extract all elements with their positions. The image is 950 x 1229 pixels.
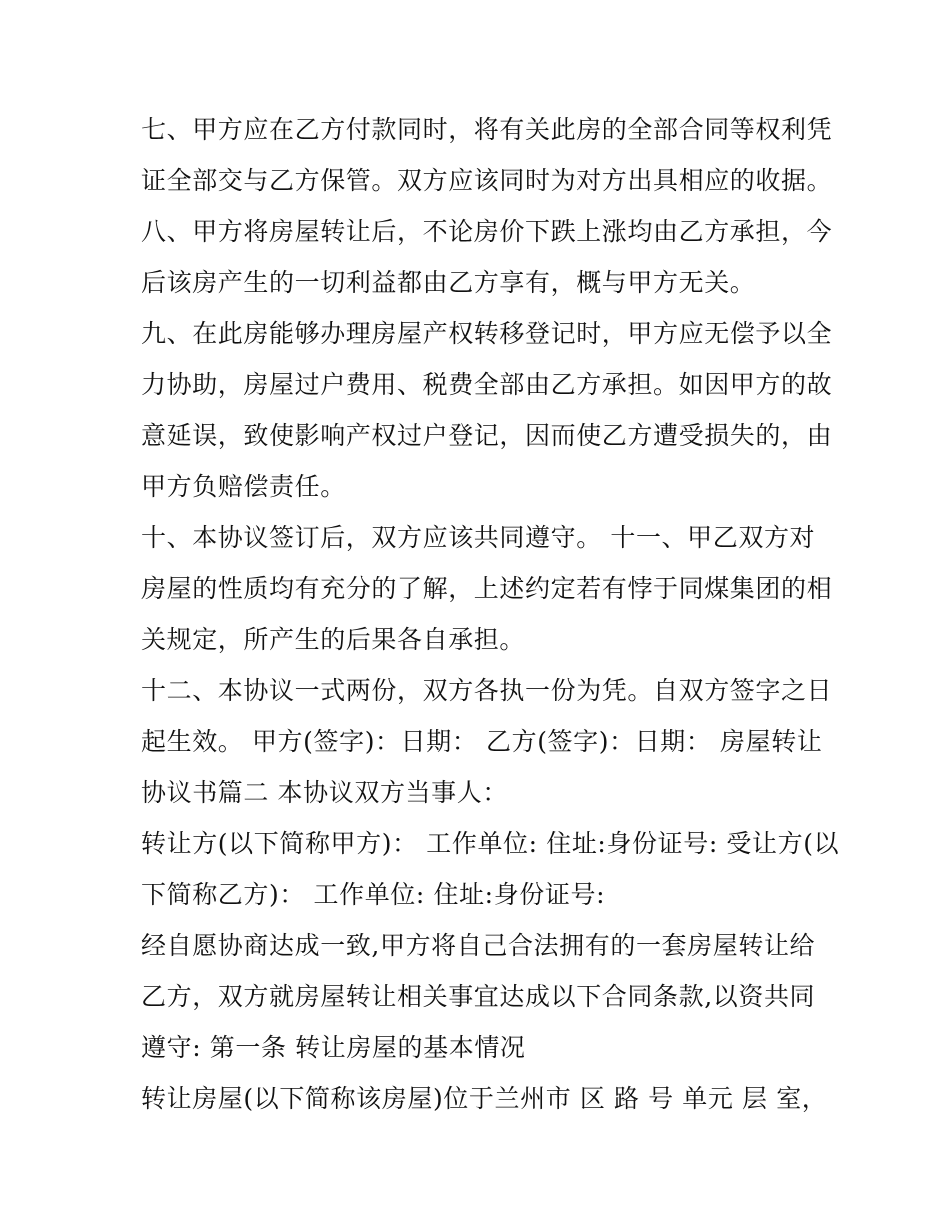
text-line: 意延误，致使影响产权过户登记，因而使乙方遭受损失的，由 [141,421,833,450]
text-line: 后该房产生的一切利益都由乙方享有，概与甲方无关。 [141,268,756,297]
text-line: 起生效。 甲方(签字)：日期： 乙方(签字)：日期： 房屋转让 [141,727,823,756]
text-line: 十二、本协议一式两份，双方各执一份为凭。自双方签字之日 [141,676,833,705]
text-line: 关规定，所产生的后果各自承担。 [141,625,526,654]
text-line: 七、甲方应在乙方付款同时，将有关此房的全部合同等权利凭 [141,115,833,144]
text-line: 协议书篇二 本协议双方当事人： [141,778,508,807]
text-line: 证全部交与乙方保管。双方应该同时为对方出具相应的收据。 [141,166,833,195]
text-line: 八、甲方将房屋转让后，不论房价下跌上涨均由乙方承担，今 [141,217,833,246]
text-line: 房屋的性质均有充分的了解，上述约定若有悖于同煤集团的相 [141,574,833,603]
text-line: 下简称乙方)： 工作单位: 住址:身份证号: [141,880,606,909]
text-line: 甲方负赔偿责任。 [141,472,346,501]
text-line: 遵守: 第一条 转让房屋的基本情况 [141,1033,526,1062]
text-line: 力协助，房屋过户费用、税费全部由乙方承担。如因甲方的故 [141,370,833,399]
text-line: 转让房屋(以下简称该房屋)位于兰州市 区 路 号 单元 层 室， [141,1084,828,1113]
text-line: 乙方，双方就房屋转让相关事宜达成以下合同条款,以资共同 [141,982,816,1011]
text-line: 经自愿协商达成一致,甲方将自己合法拥有的一套房屋转让给 [141,931,816,960]
text-line: 十、本协议签订后，双方应该共同遵守。 十一、甲乙双方对 [141,523,816,552]
text-line: 九、在此房能够办理房屋产权转移登记时，甲方应无偿予以全 [141,319,833,348]
text-line: 转让方(以下简称甲方)： 工作单位: 住址:身份证号: 受让方(以 [141,829,840,858]
